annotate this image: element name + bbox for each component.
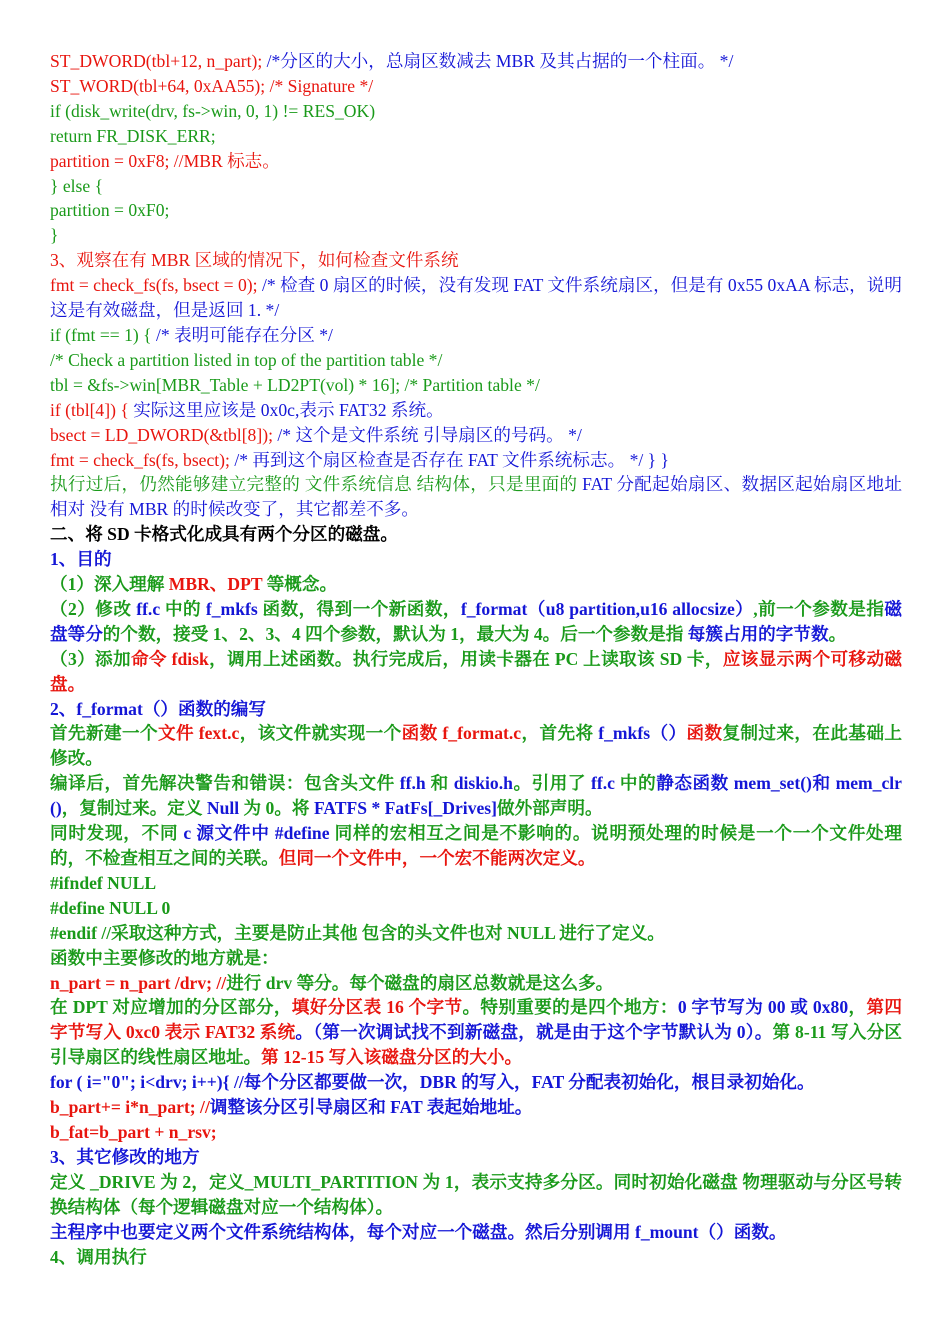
document-body bbox=[50, 49, 902, 1269]
text-run: /* 这个是文件系统 引导扇区的号码。 */ bbox=[277, 424, 582, 445]
text-run: n_part = n_part /drv; // bbox=[50, 972, 227, 993]
text-line bbox=[50, 472, 902, 522]
text-run: 函数 bbox=[686, 723, 723, 744]
text-run: 首先新建一个 bbox=[50, 723, 158, 744]
text-run: 文件 fext.c bbox=[157, 723, 240, 744]
text-run: fmt = check_fs(fs, bsect = 0); bbox=[50, 275, 262, 296]
text-run: 在 DPT 对应增加的分区部分， bbox=[50, 997, 292, 1018]
text-run: ，该文件就实现一个 bbox=[239, 723, 402, 744]
text-run: 。引用了 bbox=[512, 773, 592, 794]
text-run: /*分区的大小，总扇区数减去 MBR 及其占据的一个柱面。 */ bbox=[266, 51, 734, 71]
text-line bbox=[50, 149, 902, 174]
text-run: 进行 drv 等分。每个磁盘的扇区总数就是这么多。 bbox=[226, 972, 614, 993]
text-run: 定义 _DRIVE 为 2，定义_MULTI_PARTITION 为 1，表示支持多分区。同时初始化磁盘 物理驱动与分区号转换结构体（每个逻辑磁盘对应一个结构体）。 bbox=[50, 1171, 902, 1217]
text-line bbox=[50, 522, 902, 547]
text-run: 主程序中也要定义两个文件系统结构体，每个对应一个磁盘。然后分别调用 f_mount（）函数。 bbox=[50, 1221, 787, 1242]
text-line bbox=[50, 1220, 902, 1245]
text-run: diskio.h bbox=[453, 773, 513, 794]
text-run: 执行过后，仍然能够建立完整的 文件系统信息 结构体，只是里面的 bbox=[50, 474, 583, 495]
text-run: 函数中主要修改的地方就是： bbox=[50, 947, 279, 968]
text-run: ，首先将 bbox=[521, 723, 599, 744]
text-run: 第四字节写入 0xc0 表示 FAT32 系统 bbox=[50, 997, 902, 1043]
text-run: Null bbox=[206, 798, 244, 819]
text-run: if (tbl[4]) { bbox=[50, 399, 134, 420]
text-line bbox=[50, 1170, 902, 1220]
text-run: 填好分区表 16 个字节 bbox=[291, 997, 463, 1018]
text-line bbox=[50, 821, 902, 871]
text-line bbox=[50, 273, 902, 323]
text-line bbox=[50, 995, 902, 1070]
text-run: partition = 0xF8; //MBR 标志。 bbox=[50, 150, 280, 171]
text-run: /* Check a partition listed in top of the partition table */ bbox=[50, 349, 443, 370]
text-run: 等概念。 bbox=[266, 574, 338, 595]
text-run: if (disk_write(drv, fs->win, 0, 1) != RES_OK) bbox=[50, 100, 376, 121]
text-run: 应该显示两个可移动磁盘。 bbox=[50, 648, 902, 694]
text-run: 但同一个文件中，一个宏不能两次定义。 bbox=[278, 848, 596, 868]
text-run: 命令 fdisk bbox=[130, 648, 209, 669]
text-run: tbl = &fs->win[MBR_Table + LD2PT(vol) * 16]; /* Partition table */ bbox=[50, 374, 540, 395]
text-line bbox=[50, 971, 902, 996]
text-run: 第 12-15 写入该磁盘分区的大小。 bbox=[261, 1047, 523, 1068]
text-line bbox=[50, 348, 902, 373]
text-run: ,前一个参数是指 bbox=[753, 598, 885, 619]
text-run: 。特别重要的是四个地方： bbox=[462, 997, 678, 1018]
text-line bbox=[50, 248, 902, 273]
text-run: ST_WORD(tbl+64, 0xAA55); /* Signature */ bbox=[50, 75, 374, 96]
text-line bbox=[50, 946, 902, 971]
text-line bbox=[50, 1245, 902, 1270]
text-line bbox=[50, 597, 902, 647]
text-run: 的个数，接受 1、2、3、4 四个参数，默认为 1，最大为 4。后一个参数是指 bbox=[102, 623, 688, 644]
text-line bbox=[50, 1145, 902, 1170]
text-line bbox=[50, 721, 902, 771]
text-line bbox=[50, 99, 902, 124]
text-run: f_format（u8 partition,u16 allocsize） bbox=[460, 598, 754, 619]
text-run: 中的 bbox=[619, 773, 657, 794]
text-run: } else { bbox=[50, 175, 104, 196]
text-run: 3、其它修改的地方 bbox=[50, 1146, 200, 1167]
text-run: （2）修改 bbox=[50, 598, 137, 619]
text-run: for ( i="0"; i<drv; i++){ //每个分区都要做一次，DBR 的写入，FAT 分配表初始化，根目录初始化。 bbox=[50, 1072, 815, 1093]
text-line bbox=[50, 896, 902, 921]
text-run: 第 8-11 写入分区引导扇区的线性扇区地址。 bbox=[50, 1022, 902, 1068]
text-line bbox=[50, 1095, 902, 1120]
text-run: b_fat=b_part + n_rsv; bbox=[50, 1121, 217, 1142]
text-run: 磁盘等分 bbox=[50, 598, 902, 644]
text-line bbox=[50, 49, 902, 74]
text-line bbox=[50, 174, 902, 199]
text-run: return FR_DISK_ERR; bbox=[50, 125, 216, 146]
text-run: partition = 0xF0; bbox=[50, 200, 170, 221]
text-run: ff.c bbox=[591, 773, 620, 794]
text-run: #ifndef NULL bbox=[50, 872, 157, 893]
text-run: /* 检查 0 扇区的时候，没有发现 FAT 文件系统扇区，但是有 0x55 0xAA 标志，说明这是有效磁盘，但是返回 1. */ bbox=[50, 275, 902, 321]
text-run: 1、目的 bbox=[50, 549, 112, 570]
text-run: 3、观察在有 MBR 区域的情况下，如何检查文件系统 bbox=[50, 250, 459, 271]
text-line bbox=[50, 198, 902, 223]
text-run: #endif //采取这种方式，主要是防止其他 包含的头文件也对 NULL 进行了定义。 bbox=[50, 922, 665, 943]
text-run: FATFS * FatFs[_Drives] bbox=[313, 798, 498, 819]
text-run: 为 0。将 bbox=[243, 798, 314, 819]
text-line bbox=[50, 921, 902, 946]
text-run: 0 字节写为 00 或 0x80 bbox=[677, 997, 849, 1018]
text-line bbox=[50, 697, 902, 722]
text-run: /* 再到这个扇区检查是否存在 FAT 文件系统标志。 */ } } bbox=[234, 449, 669, 470]
text-run: ff.c bbox=[136, 598, 165, 619]
text-run: 做外部声明。 bbox=[497, 798, 603, 819]
text-line bbox=[50, 1120, 902, 1145]
text-line bbox=[50, 448, 902, 473]
text-run: fmt = check_fs(fs, bsect); bbox=[50, 449, 235, 470]
text-run: #define NULL 0 bbox=[50, 897, 171, 918]
text-run: ff.h bbox=[399, 773, 431, 794]
text-line bbox=[50, 871, 902, 896]
text-run: 和 bbox=[430, 773, 454, 794]
text-run: 。（第一次调试找不到新磁盘，就是由于这个字节默认为 0）。 bbox=[295, 1022, 773, 1043]
text-line bbox=[50, 124, 902, 149]
text-line bbox=[50, 398, 902, 423]
text-run: 中的 bbox=[164, 598, 206, 619]
text-run: 二、将 SD 卡格式化成具有两个分区的磁盘。 bbox=[50, 524, 398, 545]
text-line bbox=[50, 323, 902, 348]
text-run: 4、调用执行 bbox=[50, 1246, 147, 1267]
text-run: ST_DWORD(tbl+12, n_part); bbox=[50, 51, 267, 71]
text-run: 实际这里应该是 0x0c,表示 FAT32 系统。 bbox=[133, 399, 444, 420]
text-line bbox=[50, 547, 902, 572]
text-run: f_mkfs bbox=[205, 598, 263, 619]
text-run: ，调用上述函数。执行完成后，用读卡器在 PC 上读取该 SD 卡， bbox=[208, 648, 723, 669]
text-line bbox=[50, 74, 902, 99]
text-run: 。 bbox=[828, 623, 847, 644]
text-run: 同时发现，不同 bbox=[50, 823, 184, 844]
text-run: bsect = LD_DWORD(&tbl[8]); bbox=[50, 424, 278, 445]
text-line bbox=[50, 1070, 902, 1095]
text-line bbox=[50, 771, 902, 821]
text-run: 复制过来，在此基础上修改。 bbox=[50, 723, 902, 769]
text-run: 同样的宏相互之间是不影响的。说明预处理的时候是一个一个文件处理的，不检查相互之间的关联。 bbox=[50, 823, 902, 868]
text-run: MBR、DPT bbox=[168, 574, 267, 595]
text-line bbox=[50, 223, 902, 248]
text-run: 编译后，首先解决警告和错误：包含头文件 bbox=[50, 773, 400, 794]
text-run: 函数 f_format.c bbox=[401, 723, 522, 744]
text-run: 每簇占用的字节数 bbox=[687, 623, 829, 644]
text-run: /* 表明可能存在分区 */ bbox=[155, 324, 333, 345]
text-line bbox=[50, 373, 902, 398]
text-run: （3）添加 bbox=[50, 648, 131, 669]
text-run: 静态函数 mem_set()和 mem_clr() bbox=[50, 773, 902, 819]
text-run: FAT 分配起始扇区、数据区起始扇区地址相对 没有 MBR 的时候改变了，其它都差不多。 bbox=[50, 474, 902, 520]
text-run: ， bbox=[848, 997, 867, 1018]
text-run: c 源文件中 #define bbox=[183, 823, 335, 844]
text-run: 调整该分区引导扇区和 FAT 表起始地址。 bbox=[209, 1097, 533, 1118]
text-run: f_mkfs（） bbox=[598, 723, 687, 744]
text-line bbox=[50, 647, 902, 697]
text-run: 函数，得到一个新函数， bbox=[262, 598, 461, 619]
text-line bbox=[50, 572, 902, 597]
text-run: b_part+= i*n_part; // bbox=[50, 1097, 210, 1118]
text-run: if (fmt == 1) { bbox=[50, 324, 156, 345]
text-line bbox=[50, 423, 902, 448]
text-run: ，复制过来。定义 bbox=[61, 798, 207, 819]
text-run: 2、f_format（）函数的编写 bbox=[50, 698, 266, 719]
text-run: } bbox=[50, 225, 59, 246]
text-run: （1）深入理解 bbox=[50, 574, 169, 595]
